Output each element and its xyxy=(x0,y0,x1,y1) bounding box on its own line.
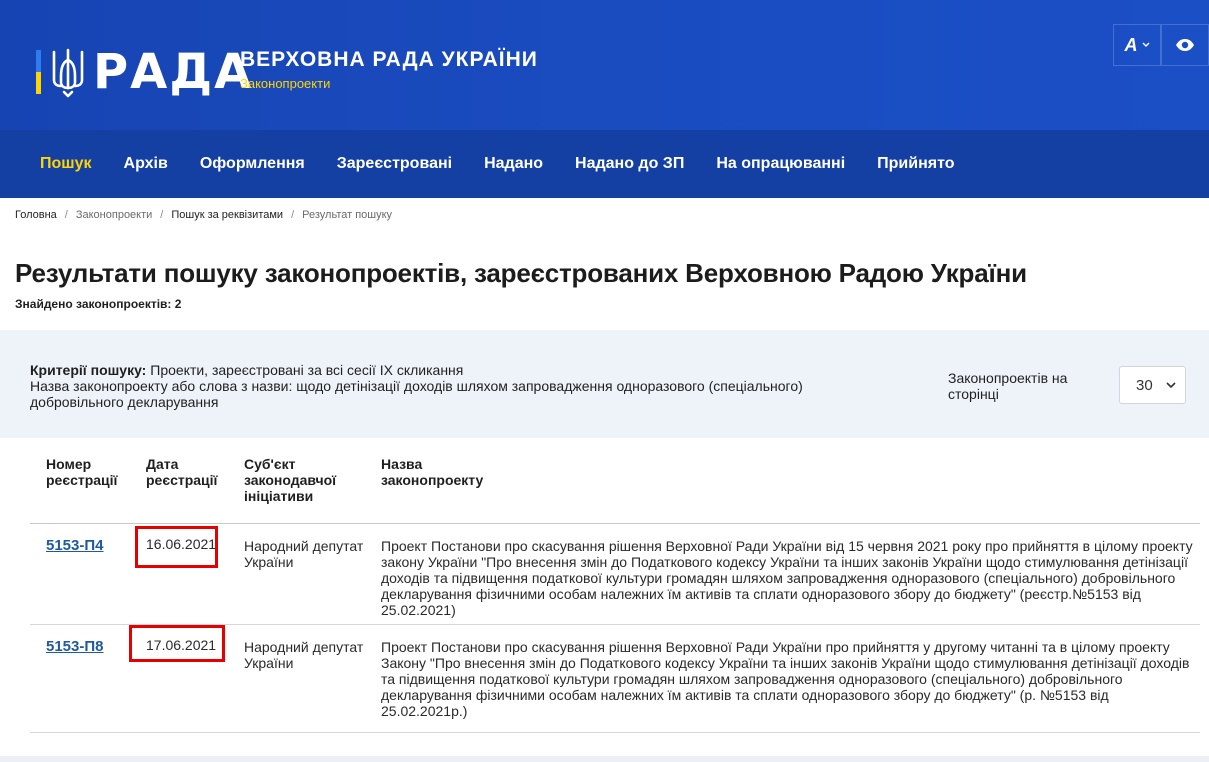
table-row xyxy=(30,524,1200,625)
bill-title: Проект Постанови про скасування рішення Верховної Ради України від 15 червня 2021 року про прийняття в цілому проекту закону України "Про внесення змін до Податкового кодексу України та інших законів України щодо стимулювання детінізації доходів та підвищення податкової культури громадян шляхом запровадження одноразового (спеціального) добровільного декларування фізичними особам належних їм активів та сплати одноразового збору до бюджету" (реєстр.№5153 від 25.02.2021) xyxy=(381,538,1193,618)
logo-text: РАДА xyxy=(93,44,254,100)
criteria-session: Проекти, зареєстровані за всі сесії IX скликання xyxy=(150,362,464,378)
flag-bar xyxy=(36,50,41,94)
main-nav xyxy=(0,130,1209,198)
chevron-down-icon xyxy=(1165,379,1177,391)
bill-number-link[interactable]: 5153-П8 xyxy=(46,638,104,655)
results-count: Знайдено законопроектів: 2 xyxy=(15,297,182,311)
font-size-button[interactable] xyxy=(1113,24,1161,66)
nav-item-submitted-zp[interactable]: Надано до ЗП xyxy=(575,155,685,172)
chevron-down-icon xyxy=(1142,42,1150,48)
nav-item-processing[interactable]: Оформлення xyxy=(199,155,305,172)
bill-title: Проект Постанови про скасування рішення Верховної Ради України про прийняття у другому читанні та в цілому проекту Закону "Про внесення змін до Податкового кодексу України та інших законів України щодо стимулювання детінізації доходів та підвищення податкової культури громадян шляхом запровадження одноразового (спеціального) добровільного декларування фізичними особам належних їм активів та сплати одноразового збору до бюджету" (р. №5153 від 25.02.2021р.) xyxy=(381,639,1190,719)
search-criteria-panel xyxy=(0,330,1209,438)
breadcrumb-current: Результат пошуку xyxy=(302,209,393,221)
nav-item-search[interactable]: Пошук xyxy=(40,155,92,172)
site-title[interactable]: ВЕРХОВНА РАДА УКРАЇНИ xyxy=(240,48,538,71)
visually-impaired-button[interactable] xyxy=(1161,24,1209,66)
table-row xyxy=(30,625,1200,733)
per-page-value: 30 xyxy=(1136,376,1153,394)
eye-icon xyxy=(1175,38,1195,52)
breadcrumb-separator: / xyxy=(160,209,164,221)
per-page-select[interactable] xyxy=(1119,366,1186,404)
breadcrumb-separator: / xyxy=(291,209,295,221)
nav-item-archive[interactable]: Архів xyxy=(123,155,168,172)
nav-item-adopted[interactable]: Прийнято xyxy=(877,155,955,172)
highlight-box xyxy=(129,625,225,662)
site-header xyxy=(0,0,1209,130)
bill-subject: Народний депутат України xyxy=(244,639,364,671)
header-reg-date: Дата реєстрації xyxy=(146,456,218,488)
breadcrumb-separator: / xyxy=(64,209,68,221)
results-table xyxy=(30,438,1200,733)
criteria-title-words: Назва законопроекту або слова з назви: щодо детінізації доходів шляхом запровадження одноразового (спеціального) добровільного декларування xyxy=(30,378,803,410)
bill-subject: Народний депутат України xyxy=(244,538,364,570)
site-subtitle[interactable]: Законопроекти xyxy=(240,76,331,91)
font-size-label: A xyxy=(1124,34,1138,55)
header-bill-title: Назва законопроекту xyxy=(381,456,484,488)
per-page-label: Законопроектів на сторінці xyxy=(948,370,1068,402)
nav-item-submitted[interactable]: Надано xyxy=(484,155,544,172)
accessibility-controls xyxy=(1113,24,1209,66)
search-criteria-text xyxy=(30,362,860,410)
page-footer-strip xyxy=(0,756,1209,762)
breadcrumb-home[interactable]: Головна xyxy=(15,209,57,221)
breadcrumb-bills[interactable]: Законопроекти xyxy=(75,209,153,221)
trident-logo-icon xyxy=(49,46,87,98)
bill-date: 16.06.2021 xyxy=(146,536,217,552)
page-title: Результати пошуку законопроектів, зареєстрованих Верховною Радою України xyxy=(15,258,1027,288)
criteria-label: Критерії пошуку: xyxy=(30,362,147,378)
site-logo[interactable] xyxy=(36,44,253,100)
header-subject: Суб'єкт законодавчої ініціативи xyxy=(244,456,337,504)
table-header xyxy=(30,438,1200,524)
nav-item-registered[interactable]: Зареєстровані xyxy=(336,155,453,172)
header-reg-number: Номер реєстрації xyxy=(46,456,118,488)
highlight-box xyxy=(135,526,218,568)
bill-date: 17.06.2021 xyxy=(146,637,217,653)
breadcrumb-search[interactable]: Пошук за реквізитами xyxy=(171,209,284,221)
breadcrumb xyxy=(15,209,392,221)
nav-item-in-review[interactable]: На опрацюванні xyxy=(716,155,846,172)
bill-number-link[interactable]: 5153-П4 xyxy=(46,537,104,554)
